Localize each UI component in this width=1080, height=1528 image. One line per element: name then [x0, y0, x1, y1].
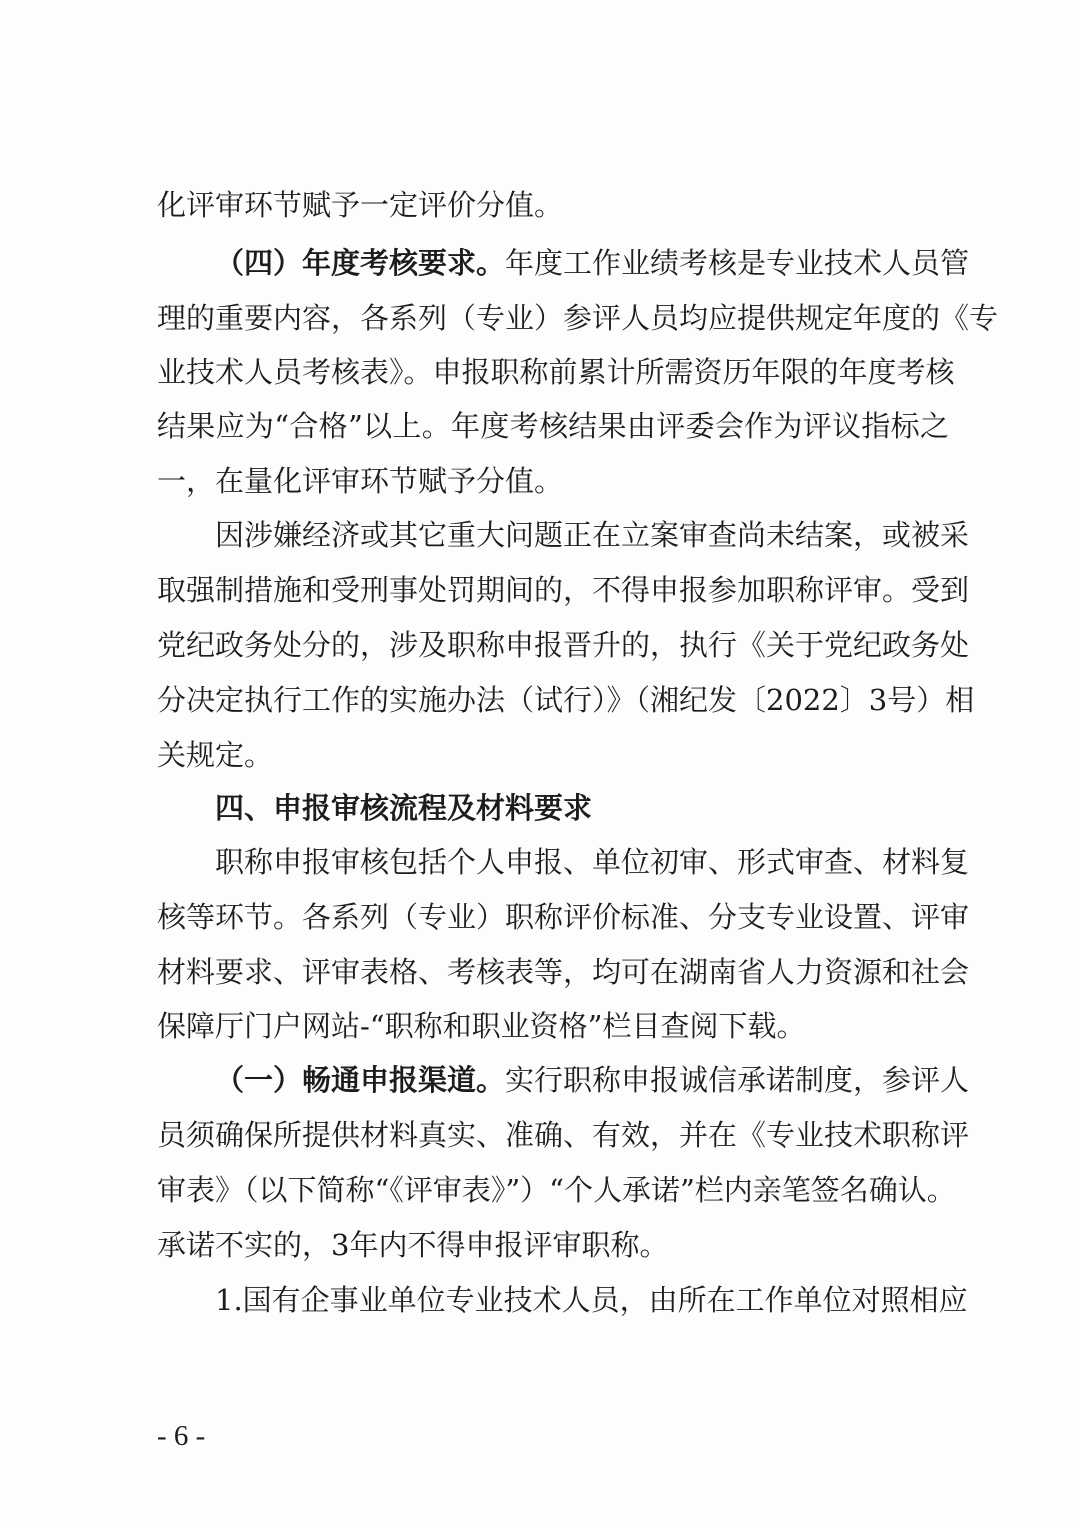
section-4-annual-assessment-line	[215, 243, 970, 283]
line-text: 化评审环节赋予一定评价分值。	[157, 188, 564, 222]
section-1-channel-line	[215, 1060, 970, 1100]
paragraph-line	[157, 570, 970, 610]
paragraph-line	[157, 897, 970, 937]
paragraph-line	[215, 842, 970, 882]
line-text: 取强制措施和受刑事处罚期间的，不得申报参加职称评审。受到	[157, 573, 970, 607]
line-text: 结果应为“合格”以上。年度考核结果由评委会作为评议指标之	[157, 409, 949, 443]
paragraph-line	[215, 515, 970, 555]
line-text: 年度工作业绩考核是专业技术人员管	[505, 246, 970, 280]
line-text: 审表》（以下简称“《评审表》”）“个人承诺”栏内亲笔签名确认。	[157, 1173, 956, 1207]
line-text: 党纪政务处分的，涉及职称申报晋升的，执行《关于党纪政务处	[157, 628, 970, 662]
subsection-heading: （一）畅通申报渠道。	[215, 1063, 506, 1097]
paragraph-line	[157, 298, 999, 338]
line-text: 保障厅门户网站-“职称和职业资格”栏目查阅下载。	[157, 1009, 806, 1043]
paragraph-line	[157, 1225, 949, 1265]
line-text: 职称申报审核包括个人申报、单位初审、形式审查、材料复	[215, 845, 970, 879]
line-text: 分决定执行工作的实施办法（试行）》（湘纪发〔2022〕3号）相	[157, 683, 975, 717]
paragraph-line	[157, 680, 975, 720]
paragraph-line	[157, 1115, 970, 1155]
line-text: 关规定。	[157, 738, 274, 772]
line-text: 理的重要内容，各系列（专业）参评人员均应提供规定年度的《专	[157, 301, 999, 335]
subsection-heading: （四）年度考核要求。	[215, 246, 506, 280]
heading-text: 四、申报审核流程及材料要求	[215, 791, 593, 825]
section-heading	[215, 788, 949, 828]
paragraph-line	[215, 1280, 968, 1320]
line-text: 承诺不实的，3年内不得申报评审职称。	[157, 1228, 669, 1262]
paragraph-line	[157, 461, 949, 501]
paragraph-line	[157, 1006, 949, 1046]
line-text: 实行职称申报诚信承诺制度，参评人	[505, 1063, 970, 1097]
line-text: 1.国有企事业单位专业技术人员，由所在工作单位对照相应	[215, 1283, 968, 1317]
paragraph-line	[157, 352, 955, 392]
paragraph-line	[157, 952, 970, 992]
line-text: 员须确保所提供材料真实、准确、有效，并在《专业技术职称评	[157, 1118, 970, 1152]
page-number: - 6 -	[157, 1420, 206, 1452]
line-text: 因涉嫌经济或其它重大问题正在立案审查尚未结案，或被采	[215, 518, 970, 552]
paragraph-line	[157, 735, 949, 775]
paragraph-line	[157, 1170, 956, 1210]
line-text: 一，在量化评审环节赋予分值。	[157, 464, 564, 498]
paragraph-line	[157, 185, 949, 225]
line-text: 材料要求、评审表格、考核表等，均可在湖南省人力资源和社会	[157, 955, 970, 989]
paragraph-line	[157, 406, 949, 446]
line-text: 业技术人员考核表》。申报职称前累计所需资历年限的年度考核	[157, 355, 955, 389]
paragraph-line	[157, 625, 970, 665]
line-text: 核等环节。各系列（专业）职称评价标准、分支专业设置、评审	[157, 900, 970, 934]
